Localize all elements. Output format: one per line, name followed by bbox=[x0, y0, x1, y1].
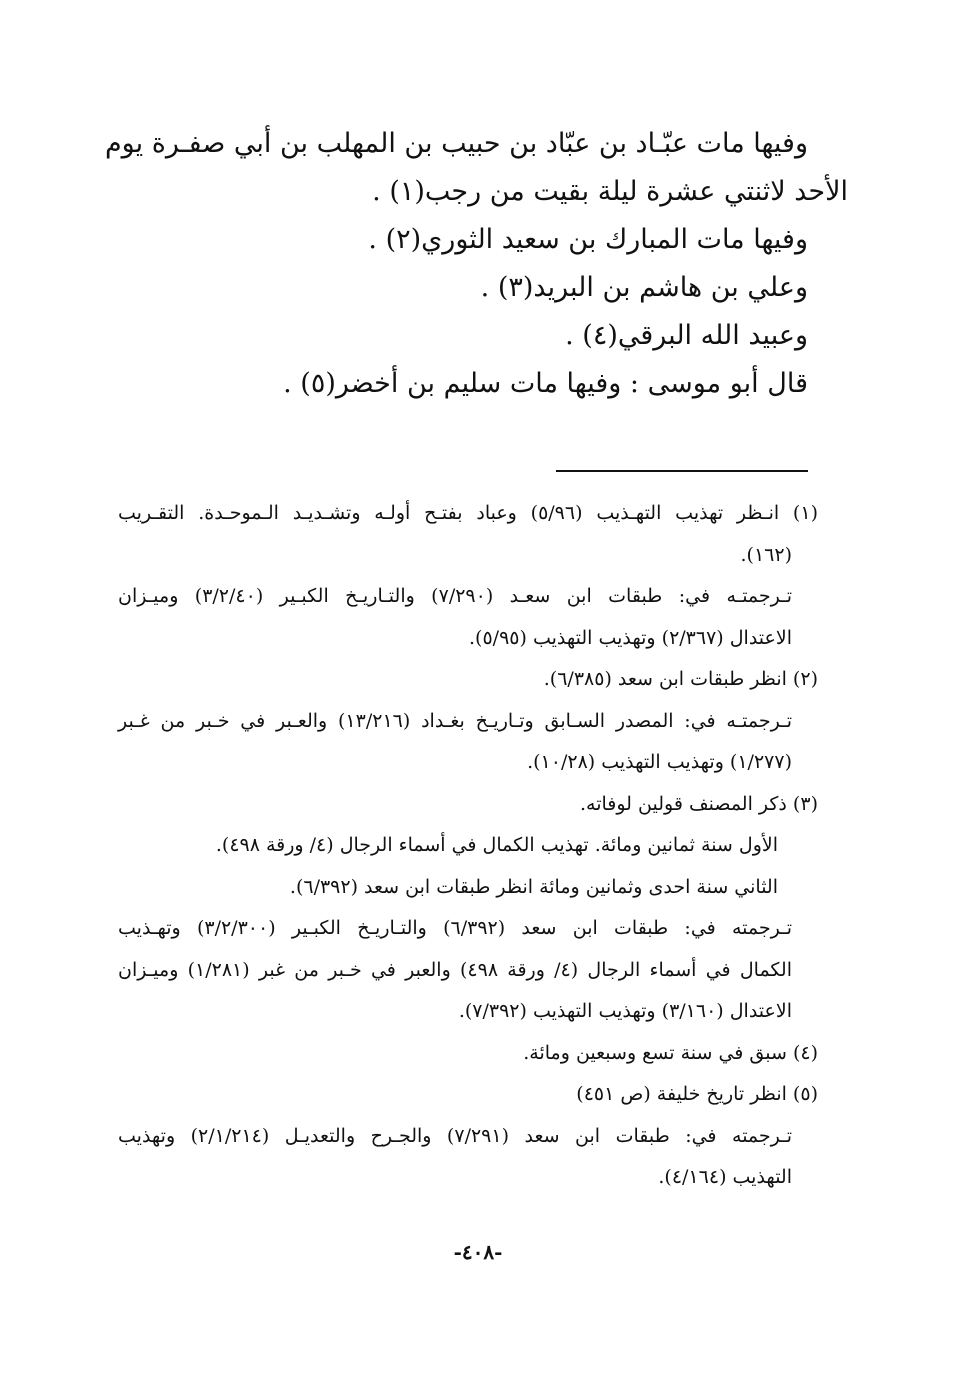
footnote-line: (٢) انظر طبقات ابن سعد (٦/٣٨٥). bbox=[543, 668, 818, 690]
footnote-line: (٣) ذكر المصنف قولين لوفاته. bbox=[579, 792, 818, 815]
page-number: -٤٠٨- bbox=[453, 1240, 503, 1264]
main-line: وفيها مات المبارك بن سعيد الثوري(٢) . bbox=[368, 224, 808, 255]
footnote-line: (٥) انظر تاريخ خليفة (ص ٤٥١) bbox=[576, 1083, 818, 1105]
footnote-line: تـرجمتـه في: المصدر السـابق وتـاريـخ بغـداد (١٣/٢١٦) والعـبر في خـبر من غـبر bbox=[118, 709, 792, 732]
main-line: وعبيد الله البرقي(٤) . bbox=[565, 320, 808, 351]
footnote-line: (١) انـظر تهذيب التهـذيب (٥/٩٦) وعباد بفتـح أولـه وتشـديـد الـموحـدة. التقـريب bbox=[118, 502, 818, 524]
footnote-line: الكمال في أسماء الرجال (٤/ ورقة ٤٩٨) والعبر في خـبر من غبر (١/٢٨١) وميـزان bbox=[118, 958, 792, 981]
footnote-line: (١٦٢). bbox=[740, 543, 792, 566]
footnote-line: الاعتدال (٢/٣٦٧) وتهذيب التهذيب (٥/٩٥). bbox=[469, 626, 792, 649]
footnotes bbox=[118, 493, 818, 1199]
footnote-line: الاعتدال (٣/١٦٠) وتهذيب التهذيب (٧/٣٩٢). bbox=[458, 1000, 792, 1022]
main-line: وعلي بن هاشم بن البريد(٣) . bbox=[480, 272, 808, 303]
footnote-line: تـرجمتـه في: طبقات ابن سعـد (٧/٢٩٠) والتـاريـخ الكبـير (٣/٢/٤٠) وميـزان bbox=[118, 585, 792, 607]
footnote-line: الثاني سنة احدى وثمانين ومائة انظر طبقات ابن سعد (٦/٣٩٢). bbox=[289, 875, 778, 898]
footnote-line: (١/٢٧٧) وتهذيب التهذيب (١٠/٢٨). bbox=[527, 751, 792, 773]
main-line: قال أبو موسى : وفيها مات سليم بن أخضر(٥) . bbox=[283, 368, 808, 399]
footnote-line: تـرجمته في: طبقات ابن سعد (٦/٣٩٢) والتـاريـخ الكبـير (٣/٢/٣٠٠) وتهـذيب bbox=[118, 917, 792, 939]
footnote-line: التهذيب (٤/١٦٤). bbox=[658, 1166, 792, 1188]
main-line: وفيها مات عبّـاد بن عبّاد بن حبيب بن المهلب بن أبي صفـرة يوم bbox=[104, 128, 808, 159]
footnote-line: تـرجمته في: طبقات ابن سعد (٧/٢٩١) والجـرح والتعديـل (٢/١/٢١٤) وتهذيب bbox=[118, 1124, 792, 1147]
footnote-line: الأول سنة ثمانين ومائة. تهذيب الكمال في أسماء الرجال (٤/ ورقة ٤٩٨). bbox=[215, 834, 778, 856]
footnote-separator bbox=[556, 470, 808, 472]
footnote-line: (٤) سبق في سنة تسع وسبعين ومائة. bbox=[523, 1041, 818, 1064]
main-line: الأحد لاثنتي عشرة ليلة بقيت من رجب(١) . bbox=[372, 176, 848, 207]
main-text bbox=[104, 120, 848, 408]
